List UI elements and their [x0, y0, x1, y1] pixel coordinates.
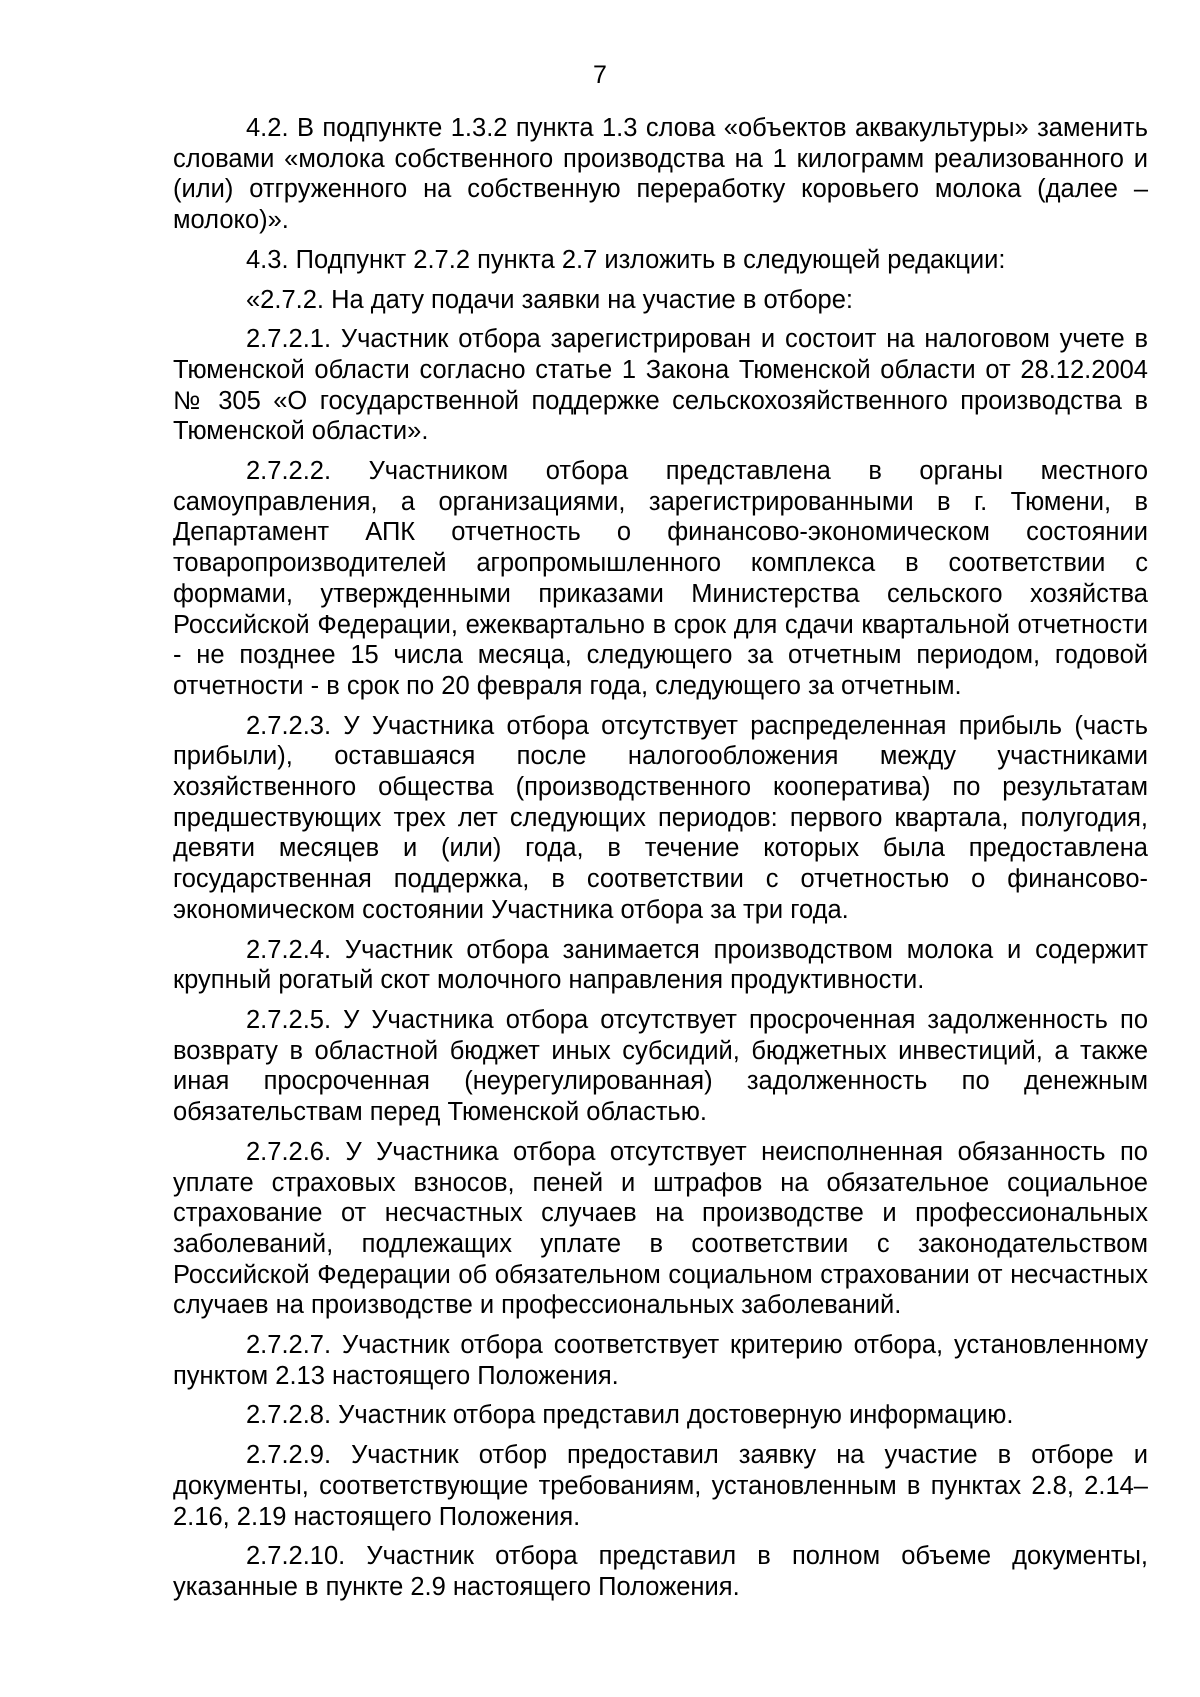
paragraph-4-2: 4.2. В подпункте 1.3.2 пункта 1.3 слова «объектов аквакультуры» заменить словами «молока собственного производства на 1 килограмм реализованного и (или) отгруженного на собственную переработку коровьего молока (далее – молоко)». — [173, 114, 1148, 235]
paragraph-2-7-2-9: 2.7.2.9. Участник отбор предоставил заявку на участие в отборе и документы, соответствующие требованиям, установленным в пунктах 2.8, 2.14–2.16, 2.19 настоящего Положения. — [173, 1441, 1148, 1531]
paragraph-2-7-2-3: 2.7.2.3. У Участника отбора отсутствует распределенная прибыль (часть прибыли), оставшаяся после налогообложения между участниками хозяйственного общества (производственного кооператива) по результатам предшествующих трех лет следующих периодов: первого квартала, полугодия, девяти месяцев и (или) года, в течение которых была предоставлена государственная поддержка, в соответствии с отчетностью о финансово-экономическом состоянии Участника отбора за три года. — [173, 711, 1148, 924]
paragraph-2-7-2: «2.7.2. На дату подачи заявки на участие в отборе: — [246, 285, 853, 314]
paragraph-2-7-2-7: 2.7.2.7. Участник отбора соответствует критерию отбора, установленному пунктом 2.13 настоящего Положения. — [173, 1331, 1148, 1390]
paragraph-2-7-2-8: 2.7.2.8. Участник отбора представил достоверную информацию. — [246, 1401, 1014, 1430]
paragraph-2-7-2-2: 2.7.2.2. Участником отбора представлена в органы местного самоуправления, а организациями, зарегистрированными в г. Тюмени, в Департамент АПК отчетность о финансово-экономическом состоянии товаропроизводителей агропромышленного комплекса в соответствии с формами, утвержденными приказами Министерства сельского хозяйства Российской Федерации, ежеквартально в срок для сдачи квартальной отчетности - не позднее 15 числа месяца, следующего за отчетным периодом, годовой отчетности - в срок по 20 февраля года, следующего за отчетным. — [173, 457, 1148, 700]
paragraph-2-7-2-5: 2.7.2.5. У Участника отбора отсутствует просроченная задолженность по возврату в областной бюджет иных субсидий, бюджетных инвестиций, а также иная просроченная (неурегулированная) задолженность по денежным обязательствам перед Тюменской областью. — [173, 1005, 1148, 1127]
paragraph-4-3: 4.3. Подпункт 2.7.2 пункта 2.7 изложить в следующей редакции: — [246, 245, 1006, 274]
page-number: 7 — [593, 61, 607, 89]
paragraph-2-7-2-6: 2.7.2.6. У Участника отбора отсутствует неисполненная обязанность по уплате страховых взносов, пеней и штрафов на обязательное социальное страхование от несчастных случаев на производстве и профессиональных заболеваний, подлежащих уплате в соответствии с законодательством Российской Федерации об обязательном социальном страховании от несчастных случаев на производстве и профессиональных заболеваний. — [173, 1137, 1148, 1320]
document-body — [173, 113, 1148, 1612]
paragraph-2-7-2-10: 2.7.2.10. Участник отбора представил в полном объеме документы, указанные в пункте 2.9 настоящего Положения. — [173, 1542, 1148, 1601]
paragraph-2-7-2-1: 2.7.2.1. Участник отбора зарегистрирован и состоит на налоговом учете в Тюменской области согласно статье 1 Закона Тюменской области от 28.12.2004 № 305 «О государственной поддержке сельскохозяйственного производства в Тюменской области». — [173, 325, 1148, 446]
paragraph-2-7-2-4: 2.7.2.4. Участник отбора занимается производством молока и содержит крупный рогатый скот молочного направления продуктивности. — [173, 935, 1148, 995]
